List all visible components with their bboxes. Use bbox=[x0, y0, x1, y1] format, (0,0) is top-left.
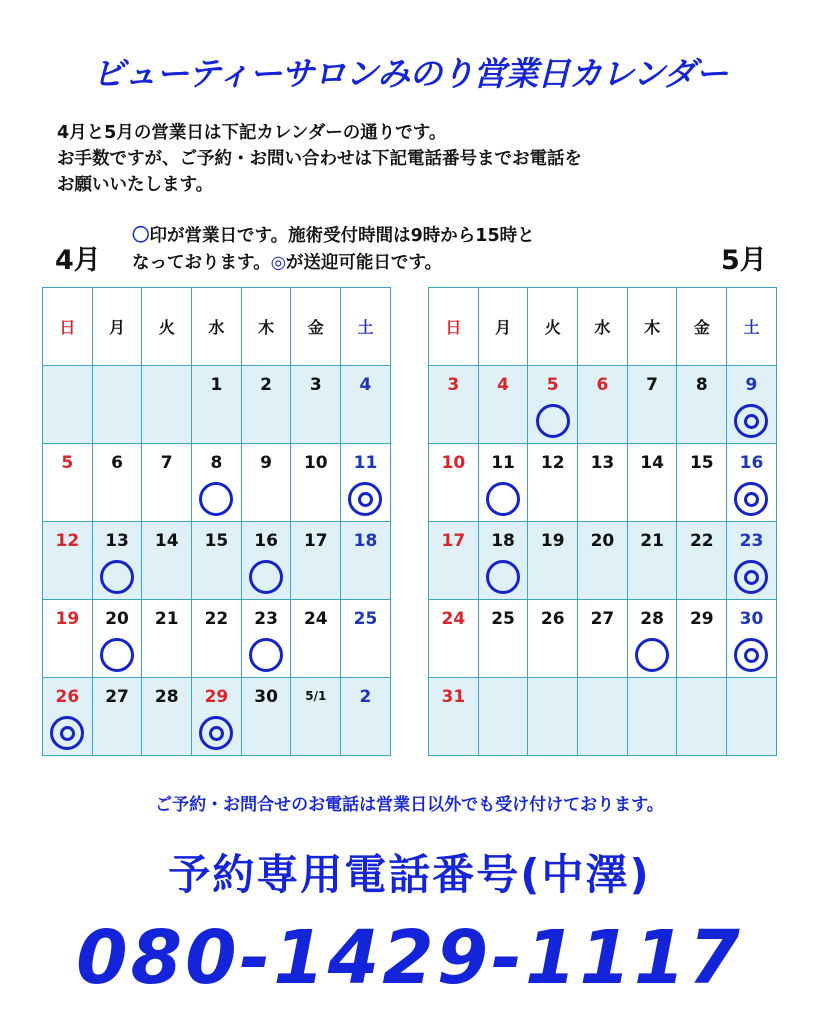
day-number: 17 bbox=[303, 531, 328, 551]
day-cell bbox=[727, 522, 777, 600]
day-cell bbox=[43, 444, 93, 522]
day-number: 8 bbox=[210, 453, 223, 473]
weekday-header: 水 bbox=[578, 288, 628, 366]
day-cell bbox=[727, 366, 777, 444]
day-number: 17 bbox=[441, 531, 466, 551]
day-cell bbox=[528, 678, 578, 756]
pickup-mark-icon: ◎ bbox=[270, 253, 286, 273]
day-number: 20 bbox=[590, 531, 615, 551]
day-cell bbox=[478, 600, 528, 678]
week-row bbox=[429, 600, 777, 678]
april-label: 4月 bbox=[55, 245, 101, 276]
day-number: 12 bbox=[540, 453, 565, 473]
day-cell bbox=[578, 600, 628, 678]
day-cell bbox=[677, 522, 727, 600]
day-cell bbox=[677, 678, 727, 756]
day-number: 27 bbox=[105, 687, 129, 707]
day-number: 13 bbox=[105, 531, 129, 551]
pickup-day-mark-icon bbox=[348, 482, 382, 516]
weekday-header: 日 bbox=[429, 288, 479, 366]
day-number: 23 bbox=[254, 609, 278, 629]
day-cell bbox=[528, 522, 578, 600]
weekday-header: 金 bbox=[291, 288, 341, 366]
day-number: 21 bbox=[154, 609, 179, 629]
day-cell bbox=[528, 600, 578, 678]
day-cell bbox=[478, 366, 528, 444]
day-number: 26 bbox=[55, 687, 80, 707]
day-cell bbox=[341, 444, 391, 522]
day-cell bbox=[192, 678, 242, 756]
day-number: 16 bbox=[739, 453, 764, 473]
day-cell bbox=[627, 678, 677, 756]
weekday-header: 火 bbox=[528, 288, 578, 366]
day-number: 18 bbox=[353, 531, 378, 551]
day-cell bbox=[528, 444, 578, 522]
weekday-header: 土 bbox=[341, 288, 391, 366]
day-number: 29 bbox=[204, 687, 229, 707]
day-cell bbox=[241, 366, 291, 444]
day-number: 19 bbox=[540, 531, 565, 551]
day-cell bbox=[142, 600, 192, 678]
week-row bbox=[429, 522, 777, 600]
day-number: 2 bbox=[359, 687, 372, 707]
day-number: 29 bbox=[689, 609, 714, 629]
weekday-header: 金 bbox=[677, 288, 727, 366]
day-number: 5 bbox=[546, 375, 559, 395]
day-number: 7 bbox=[646, 375, 659, 395]
day-number: 30 bbox=[254, 687, 278, 707]
day-cell bbox=[578, 678, 628, 756]
day-cell bbox=[528, 366, 578, 444]
day-cell bbox=[341, 366, 391, 444]
day-cell bbox=[578, 444, 628, 522]
day-number: 15 bbox=[689, 453, 714, 473]
day-number: 9 bbox=[260, 453, 273, 473]
day-cell bbox=[92, 366, 142, 444]
day-number: 9 bbox=[745, 375, 758, 395]
pickup-day-mark-icon bbox=[50, 716, 84, 750]
day-cell bbox=[627, 366, 677, 444]
day-number: 5 bbox=[61, 453, 74, 473]
day-cell bbox=[341, 522, 391, 600]
day-number: 2 bbox=[260, 375, 273, 395]
may-calendar bbox=[428, 287, 777, 756]
open-day-mark-icon bbox=[249, 638, 283, 672]
day-number: 22 bbox=[689, 531, 714, 551]
weekday-header: 水 bbox=[192, 288, 242, 366]
day-number: 4 bbox=[497, 375, 509, 395]
open-day-mark-icon bbox=[100, 560, 134, 594]
open-day-mark-icon bbox=[199, 482, 233, 516]
day-number: 20 bbox=[105, 609, 129, 629]
legend-line-1 bbox=[132, 223, 692, 250]
day-number: 13 bbox=[590, 453, 615, 473]
day-cell bbox=[478, 444, 528, 522]
page-title: ビューティーサロンみのり営業日カレンダー bbox=[91, 54, 728, 93]
day-number: 10 bbox=[441, 453, 466, 473]
week-row bbox=[43, 600, 391, 678]
day-cell bbox=[429, 444, 479, 522]
april-calendar bbox=[42, 287, 391, 756]
day-number: 16 bbox=[254, 531, 278, 551]
day-cell bbox=[578, 522, 628, 600]
day-cell bbox=[142, 366, 192, 444]
day-number: 3 bbox=[447, 375, 460, 395]
day-number: 21 bbox=[640, 531, 664, 551]
week-row bbox=[429, 444, 777, 522]
day-number: 5/1 bbox=[305, 689, 327, 703]
pickup-day-mark-icon bbox=[734, 482, 768, 516]
day-number: 18 bbox=[491, 531, 515, 551]
day-number: 14 bbox=[154, 531, 179, 551]
day-number: 25 bbox=[353, 609, 378, 629]
weekday-header: 土 bbox=[727, 288, 777, 366]
open-day-mark-icon bbox=[486, 560, 520, 594]
day-number: 26 bbox=[540, 609, 565, 629]
day-cell bbox=[727, 678, 777, 756]
open-day-mark-icon bbox=[635, 638, 669, 672]
day-cell bbox=[142, 522, 192, 600]
day-cell bbox=[92, 444, 142, 522]
day-cell bbox=[291, 678, 341, 756]
day-cell bbox=[192, 600, 242, 678]
pickup-day-mark-icon bbox=[734, 638, 768, 672]
day-cell bbox=[478, 678, 528, 756]
open-day-mark-icon bbox=[536, 404, 570, 438]
day-cell bbox=[142, 444, 192, 522]
day-cell bbox=[627, 600, 677, 678]
intro-text bbox=[57, 120, 797, 198]
week-row bbox=[43, 678, 391, 756]
weekday-header: 木 bbox=[627, 288, 677, 366]
day-cell bbox=[291, 600, 341, 678]
intro-line-3: お願いいたします。 bbox=[57, 175, 214, 195]
day-cell bbox=[429, 522, 479, 600]
day-cell bbox=[43, 600, 93, 678]
day-number: 3 bbox=[309, 375, 322, 395]
day-number: 30 bbox=[739, 609, 764, 629]
open-day-mark-icon bbox=[486, 482, 520, 516]
week-row bbox=[429, 678, 777, 756]
pickup-day-mark-icon bbox=[199, 716, 233, 750]
week-row bbox=[43, 444, 391, 522]
weekday-header: 月 bbox=[92, 288, 142, 366]
day-cell bbox=[43, 366, 93, 444]
day-number: 7 bbox=[160, 453, 173, 473]
day-cell bbox=[241, 678, 291, 756]
day-number: 14 bbox=[640, 453, 664, 473]
day-number: 22 bbox=[204, 609, 229, 629]
weekday-header: 月 bbox=[478, 288, 528, 366]
day-cell bbox=[92, 522, 142, 600]
weekday-header: 火 bbox=[142, 288, 192, 366]
day-number: 1 bbox=[210, 375, 223, 395]
day-number: 6 bbox=[596, 375, 609, 395]
intro-line-1: 4月と5月の営業日は下記カレンダーの通りです。 bbox=[57, 123, 447, 143]
day-cell bbox=[429, 678, 479, 756]
open-mark-icon: 〇 bbox=[132, 226, 150, 246]
day-number: 10 bbox=[303, 453, 328, 473]
day-cell bbox=[627, 522, 677, 600]
day-number: 12 bbox=[55, 531, 80, 551]
day-cell bbox=[677, 444, 727, 522]
day-number: 24 bbox=[441, 609, 466, 629]
day-cell bbox=[142, 678, 192, 756]
day-number: 15 bbox=[204, 531, 229, 551]
day-number: 24 bbox=[303, 609, 328, 629]
legend-text-1: 印が営業日です。施術受付時間は9時から15時と bbox=[149, 226, 535, 246]
day-number: 31 bbox=[441, 687, 466, 707]
day-number: 23 bbox=[739, 531, 764, 551]
day-number: 27 bbox=[590, 609, 615, 629]
day-cell bbox=[192, 366, 242, 444]
week-row bbox=[43, 366, 391, 444]
legend-text-3: が送迎可能日です。 bbox=[285, 253, 442, 273]
day-cell bbox=[341, 600, 391, 678]
day-number: 4 bbox=[359, 375, 372, 395]
phone-label: 予約専用電話番号(中澤) bbox=[168, 850, 651, 899]
day-number: 11 bbox=[491, 453, 515, 473]
day-number: 6 bbox=[111, 453, 123, 473]
legend bbox=[132, 223, 692, 277]
day-cell bbox=[241, 444, 291, 522]
day-cell bbox=[92, 600, 142, 678]
day-cell bbox=[677, 366, 727, 444]
open-day-mark-icon bbox=[249, 560, 283, 594]
day-cell bbox=[727, 444, 777, 522]
day-cell bbox=[241, 522, 291, 600]
phone-number[interactable]: 080-1429-1117 bbox=[76, 915, 743, 1001]
call-note: ご予約・お問合せのお電話は営業日以外でも受け付けております。 bbox=[155, 795, 664, 815]
day-cell bbox=[627, 444, 677, 522]
day-number: 19 bbox=[55, 609, 80, 629]
day-cell bbox=[677, 600, 727, 678]
day-number: 11 bbox=[353, 453, 378, 473]
day-cell bbox=[341, 678, 391, 756]
intro-line-2: お手数ですが、ご予約・お問い合わせは下記電話番号までお電話を bbox=[57, 149, 582, 169]
day-cell bbox=[192, 444, 242, 522]
day-cell bbox=[727, 600, 777, 678]
day-cell bbox=[291, 522, 341, 600]
pickup-day-mark-icon bbox=[734, 560, 768, 594]
day-cell bbox=[92, 678, 142, 756]
day-cell bbox=[241, 600, 291, 678]
day-cell bbox=[43, 522, 93, 600]
day-number: 8 bbox=[695, 375, 708, 395]
may-label: 5月 bbox=[721, 245, 767, 276]
legend-line-2 bbox=[132, 250, 692, 277]
day-cell bbox=[478, 522, 528, 600]
legend-text-2: なっております。 bbox=[132, 253, 271, 273]
day-number: 28 bbox=[154, 687, 179, 707]
day-cell bbox=[291, 444, 341, 522]
day-cell bbox=[429, 366, 479, 444]
week-row bbox=[43, 522, 391, 600]
day-cell bbox=[291, 366, 341, 444]
day-cell bbox=[192, 522, 242, 600]
day-cell bbox=[578, 366, 628, 444]
weekday-header-row bbox=[43, 288, 391, 366]
day-cell bbox=[43, 678, 93, 756]
weekday-header: 木 bbox=[241, 288, 291, 366]
day-number: 28 bbox=[640, 609, 664, 629]
open-day-mark-icon bbox=[100, 638, 134, 672]
day-cell bbox=[429, 600, 479, 678]
day-number: 25 bbox=[491, 609, 515, 629]
pickup-day-mark-icon bbox=[734, 404, 768, 438]
weekday-header: 日 bbox=[43, 288, 93, 366]
week-row bbox=[429, 366, 777, 444]
weekday-header-row bbox=[429, 288, 777, 366]
